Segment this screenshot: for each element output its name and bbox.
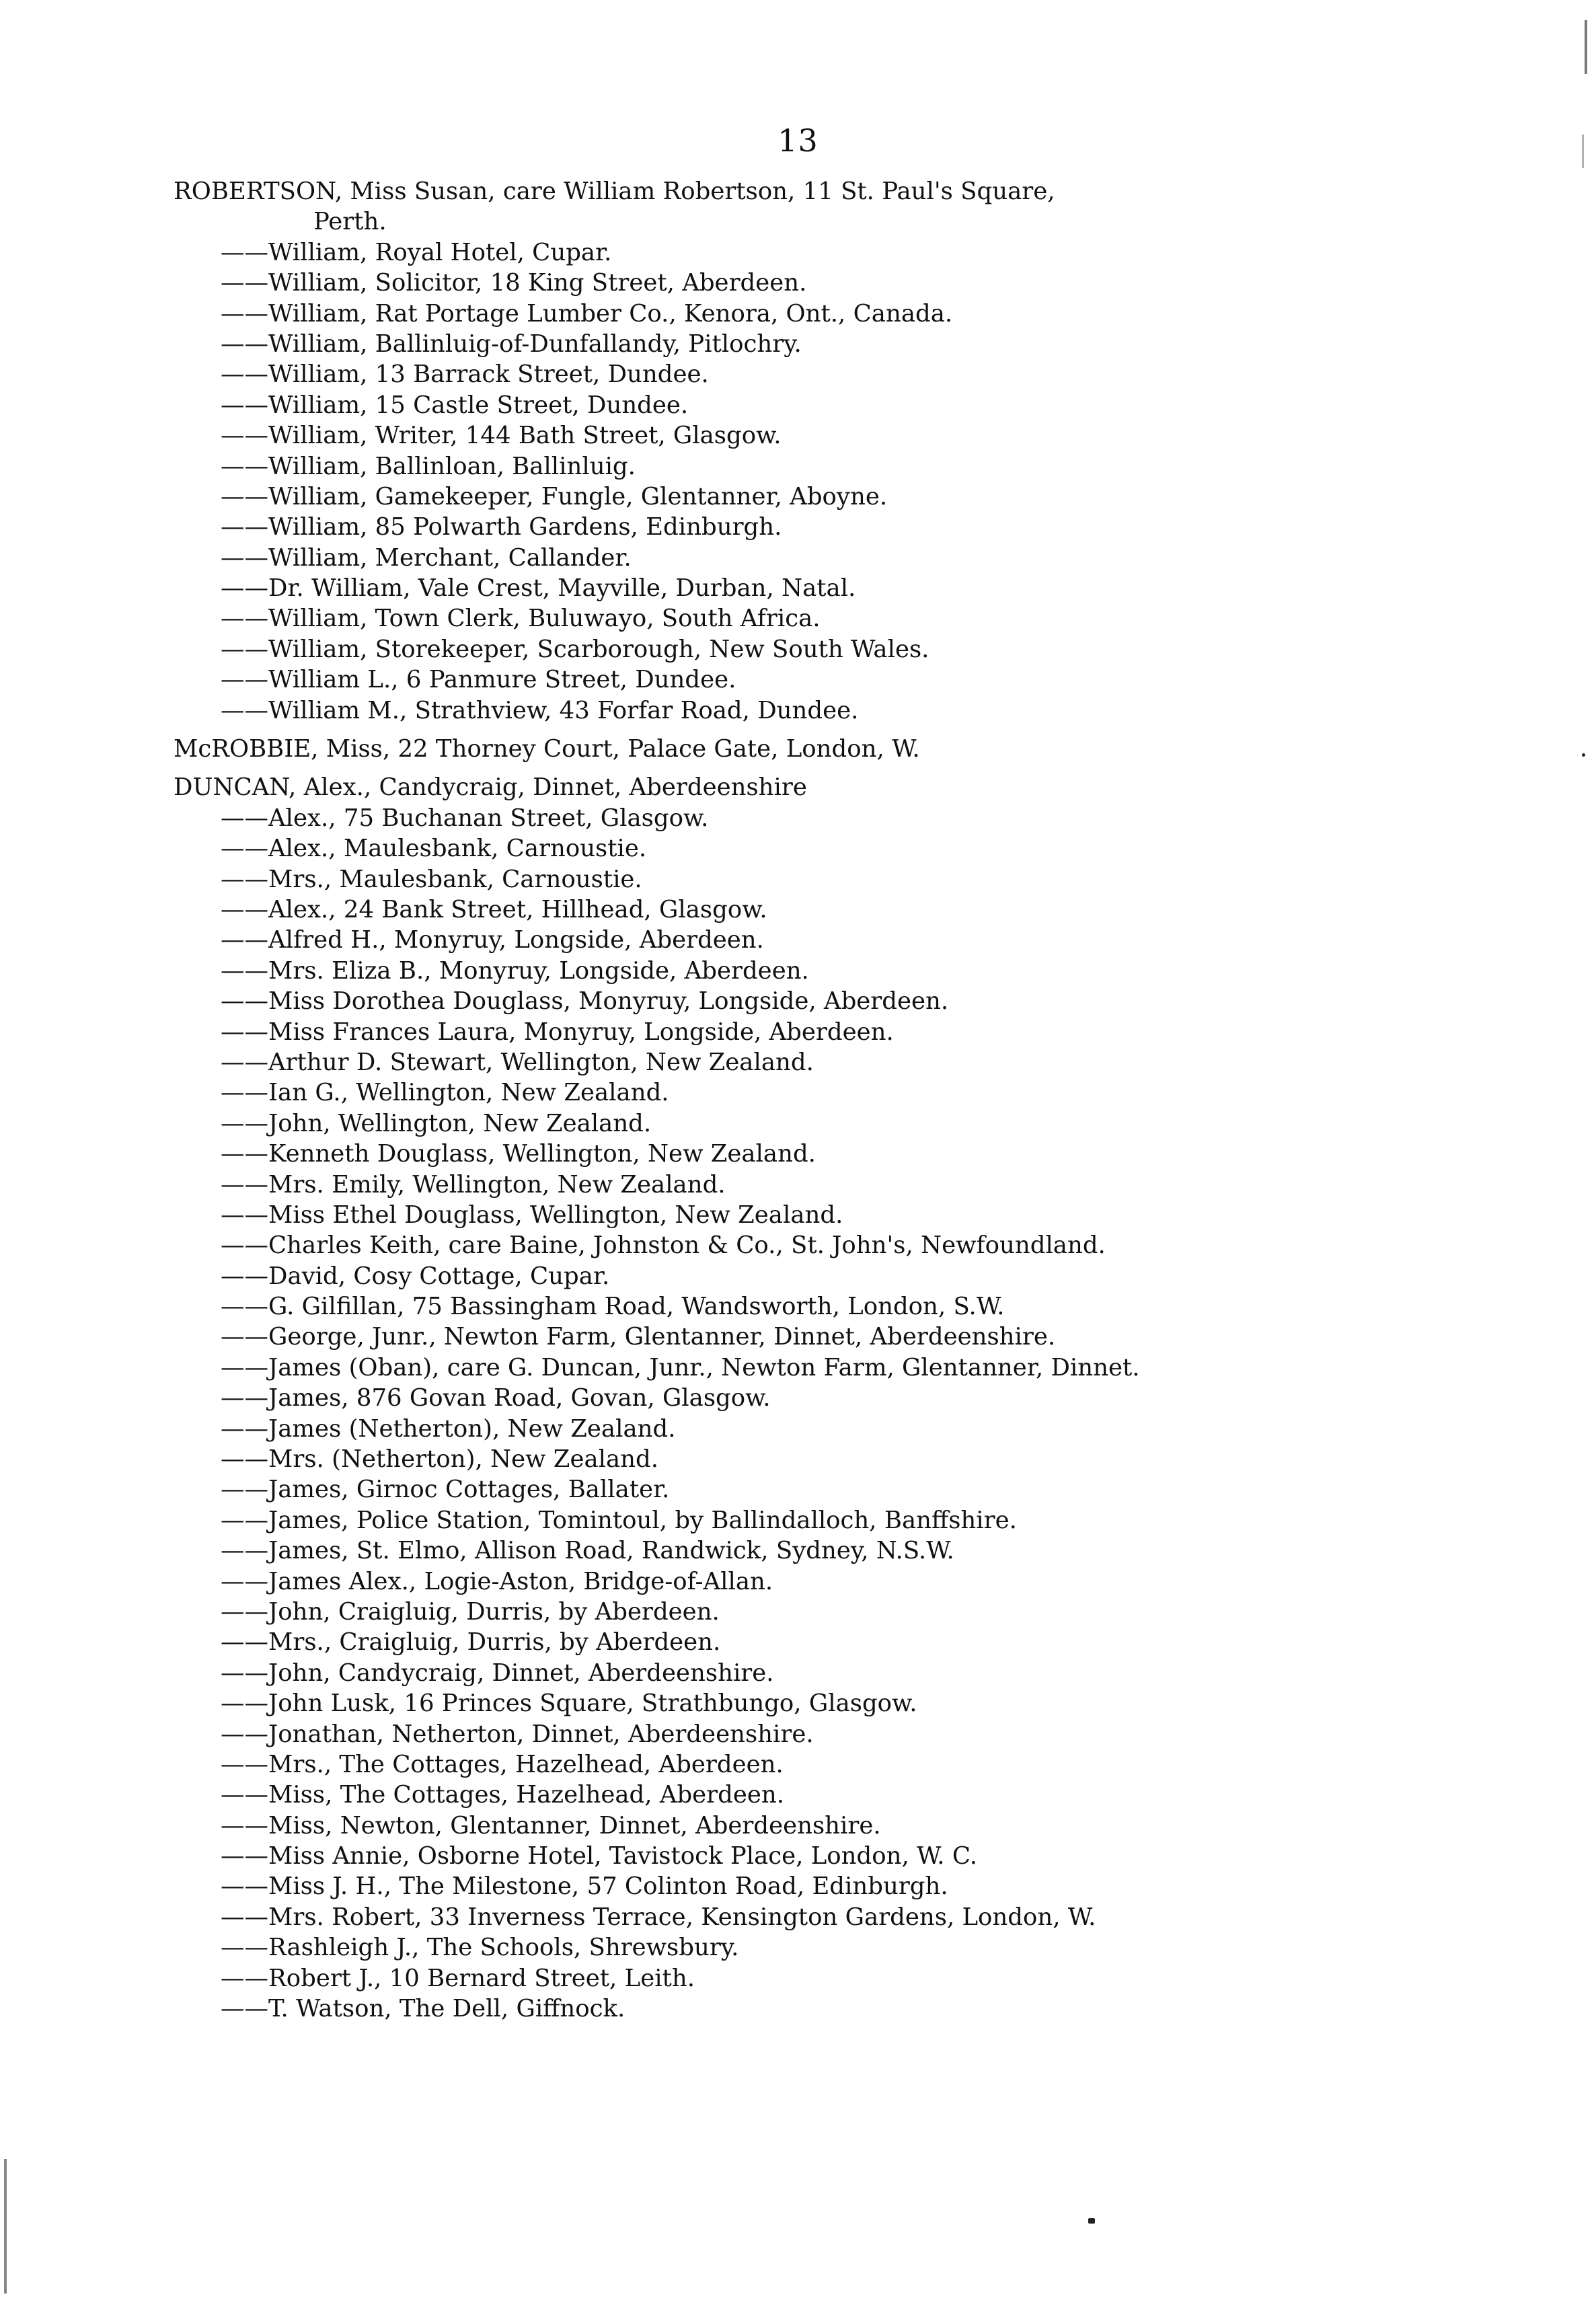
directory-entry: ——Miss J. H., The Milestone, 57 Colinton Road, Edinburgh. bbox=[221, 1872, 948, 1901]
directory-entry: ——William, Ballinloan, Ballinluig. bbox=[221, 452, 636, 480]
directory-entry: ——William, Solicitor, 18 King Street, Aberdeen. bbox=[221, 269, 807, 297]
directory-entry: ——Alex., 24 Bank Street, Hillhead, Glasgow. bbox=[221, 895, 767, 923]
directory-entry: ——Mrs. (Netherton), New Zealand. bbox=[221, 1445, 659, 1474]
robertson-heading-continuation: Perth. bbox=[313, 208, 387, 236]
directory-entry: ——William, Ballinluig-of-Dunfallandy, Pitlochry. bbox=[221, 330, 802, 358]
directory-entry: ——Mrs. Robert, 33 Inverness Terrace, Kensington Gardens, London, W. bbox=[221, 1903, 1096, 1931]
directory-entry: ——Kenneth Douglass, Wellington, New Zealand. bbox=[221, 1140, 816, 1168]
directory-entry: ——Miss, The Cottages, Hazelhead, Aberdeen. bbox=[221, 1781, 785, 1809]
directory-entry: ——Mrs., The Cottages, Hazelhead, Aberdeen. bbox=[221, 1750, 784, 1778]
directory-entry: ——William, Town Clerk, Buluwayo, South Africa. bbox=[221, 605, 821, 633]
directory-entry: ——Arthur D. Stewart, Wellington, New Zealand. bbox=[221, 1048, 814, 1076]
duncan-section bbox=[174, 772, 1451, 2024]
directory-entry: ——Alex., 75 Buchanan Street, Glasgow. bbox=[221, 804, 709, 832]
directory-entry: ——Mrs. Eliza B., Monyruy, Longside, Aberdeen. bbox=[221, 956, 809, 985]
directory-entry: ——Jonathan, Netherton, Dinnet, Aberdeenshire. bbox=[221, 1720, 814, 1748]
directory-entry: ——William L., 6 Panmure Street, Dundee. bbox=[221, 666, 736, 694]
section-gap bbox=[174, 764, 1451, 772]
directory-entry: ——Alfred H., Monyruy, Longside, Aberdeen. bbox=[221, 926, 764, 954]
robertson-heading: ROBERTSON, Miss Susan, care William Robertson, 11 St. Paul's Square, bbox=[174, 178, 1055, 205]
directory-entry: ——William, 15 Castle Street, Dundee. bbox=[221, 391, 689, 419]
robertson-section bbox=[174, 176, 1451, 726]
directory-entry: ——George, Junr., Newton Farm, Glentanner, Dinnet, Aberdeenshire. bbox=[221, 1323, 1056, 1351]
directory-entry: ——John, Wellington, New Zealand. bbox=[221, 1109, 652, 1137]
directory-entry: ——David, Cosy Cottage, Cupar. bbox=[221, 1262, 610, 1290]
directory-entry: ——James (Netherton), New Zealand. bbox=[221, 1414, 676, 1443]
directory-entry: ——James Alex., Logie-Aston, Bridge-of-Allan. bbox=[221, 1567, 773, 1595]
directory-entry: ——William, 13 Barrack Street, Dundee. bbox=[221, 361, 709, 389]
directory-entry: ——James, St. Elmo, Allison Road, Randwick, Sydney, N.S.W. bbox=[221, 1537, 954, 1565]
duncan-heading: DUNCAN, Alex., Candycraig, Dinnet, Aberdeenshire bbox=[174, 773, 807, 802]
directory-entry: ——John, Craigluig, Durris, by Aberdeen. bbox=[221, 1597, 720, 1626]
directory-entry: ——T. Watson, The Dell, Giffnock. bbox=[221, 1995, 625, 2023]
directory-entry: ——William, Writer, 144 Bath Street, Glasgow. bbox=[221, 422, 782, 450]
scan-edge-mark bbox=[1585, 20, 1587, 74]
directory-entry: ——Mrs., Craigluig, Durris, by Aberdeen. bbox=[221, 1628, 721, 1657]
directory-entry: ——William, Merchant, Callander. bbox=[221, 543, 632, 572]
directory-entry: ——James (Oban), care G. Duncan, Junr., Newton Farm, Glentanner, Dinnet. bbox=[221, 1353, 1140, 1381]
scan-speck bbox=[1088, 2218, 1095, 2224]
directory-entry: ——Charles Keith, care Baine, Johnston & Co., St. John's, Newfoundland. bbox=[221, 1232, 1106, 1260]
mcrobbie-heading: McROBBIE, Miss, 22 Thorney Court, Palace Gate, London, W. bbox=[174, 735, 920, 763]
directory-entry: ——William M., Strathview, 43 Forfar Road, Dundee. bbox=[221, 696, 859, 724]
directory-entry: ——William, Gamekeeper, Fungle, Glentanner, Aboyne. bbox=[221, 482, 888, 510]
directory-entry: ——Rashleigh J., The Schools, Shrewsbury. bbox=[221, 1934, 739, 1962]
directory-entry: ——Miss Ethel Douglass, Wellington, New Zealand. bbox=[221, 1201, 843, 1229]
directory-entry: ——Ian G., Wellington, New Zealand. bbox=[221, 1079, 669, 1107]
scan-edge-mark bbox=[1582, 135, 1584, 168]
directory-entry: ——Mrs. Emily, Wellington, New Zealand. bbox=[221, 1170, 726, 1199]
section-gap bbox=[174, 726, 1451, 734]
scan-edge-mark bbox=[4, 2159, 7, 2294]
directory-entry: ——William, 85 Polwarth Gardens, Edinburgh. bbox=[221, 513, 782, 541]
page-number: 13 bbox=[777, 122, 819, 159]
directory-listing bbox=[174, 176, 1451, 2024]
directory-entry: ——William, Rat Portage Lumber Co., Kenora, Ont., Canada. bbox=[221, 299, 953, 328]
directory-entry: ——G. Gilfillan, 75 Bassingham Road, Wandsworth, London, S.W. bbox=[221, 1293, 1005, 1321]
mcrobbie-section bbox=[174, 734, 1451, 764]
directory-entry: ——Miss Dorothea Douglass, Monyruy, Longside, Aberdeen. bbox=[221, 987, 949, 1016]
directory-entry: ——Miss Annie, Osborne Hotel, Tavistock Place, London, W. C. bbox=[221, 1842, 978, 1870]
directory-entry: ——Miss Frances Laura, Monyruy, Longside, Aberdeen. bbox=[221, 1018, 894, 1046]
directory-entry: ——John, Candycraig, Dinnet, Aberdeenshire. bbox=[221, 1659, 774, 1687]
directory-entry: ——Alex., Maulesbank, Carnoustie. bbox=[221, 835, 647, 863]
directory-entry: ——William, Royal Hotel, Cupar. bbox=[221, 238, 612, 266]
directory-entry: ——James, Police Station, Tomintoul, by Ballindalloch, Banffshire. bbox=[221, 1506, 1017, 1534]
directory-entry: ——Miss, Newton, Glentanner, Dinnet, Aberdeenshire. bbox=[221, 1811, 881, 1840]
directory-entry: ——Dr. William, Vale Crest, Mayville, Durban, Natal. bbox=[221, 574, 856, 603]
directory-entry: ——Mrs., Maulesbank, Carnoustie. bbox=[221, 865, 642, 893]
directory-entry: ——James, 876 Govan Road, Govan, Glasgow. bbox=[221, 1384, 771, 1412]
directory-entry: ——John Lusk, 16 Princes Square, Strathbungo, Glasgow. bbox=[221, 1690, 917, 1718]
directory-entry: ——Robert J., 10 Bernard Street, Leith. bbox=[221, 1964, 695, 1992]
directory-entry: ——James, Girnoc Cottages, Ballater. bbox=[221, 1476, 670, 1504]
directory-entry: ——William, Storekeeper, Scarborough, New South Wales. bbox=[221, 635, 929, 663]
scan-speck bbox=[1582, 753, 1585, 757]
